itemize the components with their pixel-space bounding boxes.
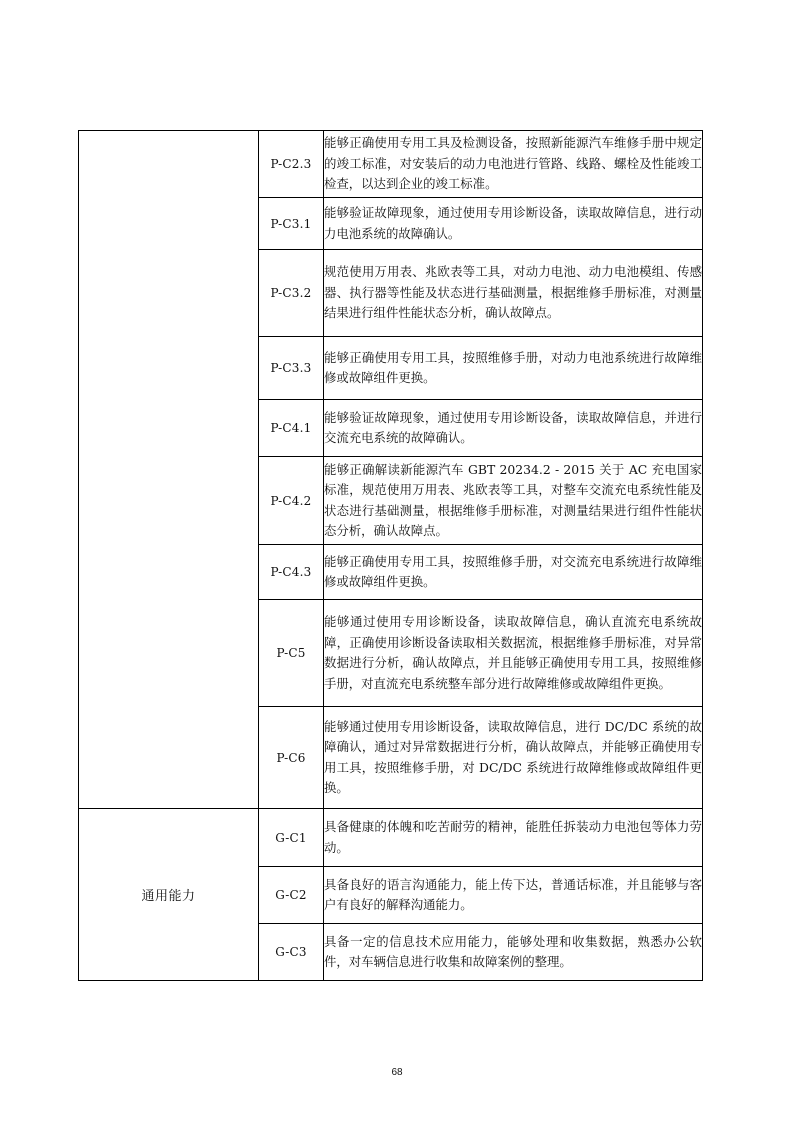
description-cell: 能够正确解读新能源汽车 GBT 20234.2 - 2015 关于 AC 充电国家标准，规范使用万用表、兆欧表等工具，对整车交流充电系统性能及状态进行基础测量，根据维修手册标准，对测量结果进行组件性能状态分析，确认故障点。: [324, 457, 703, 545]
description-cell: 能够正确使用专用工具，按照维修手册，对交流充电系统进行故障维修或故障组件更换。: [324, 545, 703, 600]
competency-table: [78, 130, 703, 981]
code-cell: P-C3.2: [259, 250, 324, 337]
code-cell: P-C2.3: [259, 131, 324, 198]
description-cell: 具备一定的信息技术应用能力，能够处理和收集数据，熟悉办公软件，对车辆信息进行收集和故障案例的整理。: [324, 924, 703, 981]
code-cell: G-C3: [259, 924, 324, 981]
code-cell: P-C3.3: [259, 337, 324, 400]
code-cell: P-C3.1: [259, 198, 324, 250]
page-number: 68: [391, 1067, 403, 1078]
code-cell: P-C6: [259, 707, 324, 809]
category-cell-continued: [79, 131, 259, 809]
description-cell: 能够正确使用专用工具及检测设备，按照新能源汽车维修手册中规定的竣工标准，对安装后的动力电池进行管路、线路、螺栓及性能竣工检查，以达到企业的竣工标准。: [324, 131, 703, 198]
code-cell: P-C4.2: [259, 457, 324, 545]
category-cell-general: 通用能力: [79, 809, 259, 981]
description-cell: 能够正确使用专用工具，按照维修手册，对动力电池系统进行故障维修或故障组件更换。: [324, 337, 703, 400]
code-cell: G-C2: [259, 867, 324, 924]
description-cell: 规范使用万用表、兆欧表等工具，对动力电池、动力电池模组、传感器、执行器等性能及状态进行基础测量，根据维修手册标准，对测量结果进行组件性能状态分析，确认故障点。: [324, 250, 703, 337]
description-cell: 能够通过使用专用诊断设备，读取故障信息，进行 DC/DC 系统的故障确认，通过对异常数据进行分析，确认故障点，并能够正确使用专用工具，按照维修手册，对 DC/DC 系统进行故障维修或故障组件更换。: [324, 707, 703, 809]
code-cell: P-C4.3: [259, 545, 324, 600]
code-cell: P-C5: [259, 600, 324, 707]
table-row: [79, 809, 703, 867]
description-cell: 能够验证故障现象，通过使用专用诊断设备，读取故障信息，并进行交流充电系统的故障确认。: [324, 400, 703, 457]
code-cell: G-C1: [259, 809, 324, 867]
description-cell: 能够验证故障现象，通过使用专用诊断设备，读取故障信息，进行动力电池系统的故障确认。: [324, 198, 703, 250]
code-cell: P-C4.1: [259, 400, 324, 457]
description-cell: 能够通过使用专用诊断设备，读取故障信息，确认直流充电系统故障，正确使用诊断设备读取相关数据流，根据维修手册标准，对异常数据进行分析，确认故障点，并且能够正确使用专用工具，按照维修手册，对直流充电系统整车部分进行故障维修或故障组件更换。: [324, 600, 703, 707]
table-row: [79, 131, 703, 198]
description-cell: 具备健康的体魄和吃苦耐劳的精神，能胜任拆装动力电池包等体力劳动。: [324, 809, 703, 867]
description-cell: 具备良好的语言沟通能力，能上传下达，普通话标准，并且能够与客户有良好的解释沟通能力。: [324, 867, 703, 924]
